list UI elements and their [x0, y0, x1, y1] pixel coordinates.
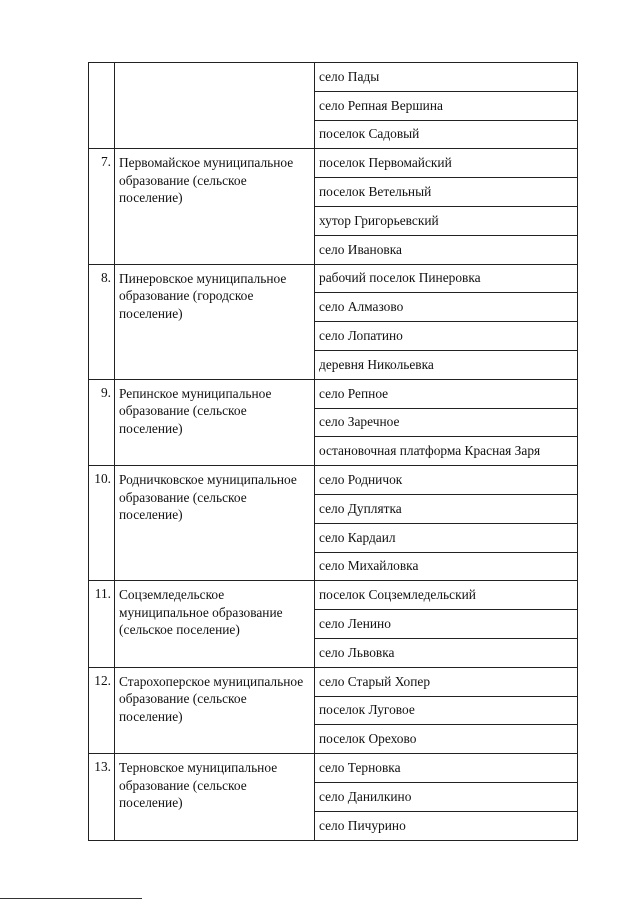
settlement-name: поселок Луговое [315, 696, 578, 725]
settlements-table [88, 62, 578, 841]
table-body [89, 63, 578, 841]
table-row [89, 754, 578, 783]
municipality-name: Родничковское муниципальное образование (сельское поселение) [115, 466, 315, 581]
settlement-name: село Данилкино [315, 782, 578, 811]
settlement-name: село Львовка [315, 638, 578, 667]
row-number: 7. [89, 149, 115, 264]
municipality-name: Пинеровское муниципальное образование (городское поселение) [115, 264, 315, 379]
settlement-name: хутор Григорьевский [315, 206, 578, 235]
settlement-name: село Пичурино [315, 811, 578, 840]
row-number: 13. [89, 754, 115, 840]
settlement-name: село Терновка [315, 754, 578, 783]
settlement-name: село Ивановка [315, 235, 578, 264]
settlement-name: село Родничок [315, 466, 578, 495]
settlement-name: село Алмазово [315, 293, 578, 322]
municipality-name: Репинское муниципальное образование (сельское поселение) [115, 379, 315, 465]
row-number: 12. [89, 667, 115, 753]
row-number: 11. [89, 581, 115, 667]
settlement-name: поселок Соцземледельский [315, 581, 578, 610]
settlement-name: село Старый Хопер [315, 667, 578, 696]
settlement-name: село Заречное [315, 408, 578, 437]
municipality-name: Первомайское муниципальное образование (сельское поселение) [115, 149, 315, 264]
settlement-name: поселок Садовый [315, 120, 578, 149]
table-row [89, 63, 578, 92]
municipality-name: Терновское муниципальное образование (сельское поселение) [115, 754, 315, 840]
row-number [89, 63, 115, 149]
settlement-name: деревня Никольевка [315, 350, 578, 379]
settlement-name: село Кардаил [315, 523, 578, 552]
settlement-name: село Лопатино [315, 322, 578, 351]
footnote-divider [0, 898, 142, 899]
settlement-name: село Дуплятка [315, 494, 578, 523]
row-number: 8. [89, 264, 115, 379]
municipality-name: Старохоперское муниципальное образование (сельское поселение) [115, 667, 315, 753]
row-number: 9. [89, 379, 115, 465]
table-row [89, 667, 578, 696]
settlement-name: поселок Ветельный [315, 178, 578, 207]
settlement-name: остановочная платформа Красная Заря [315, 437, 578, 466]
settlement-name: поселок Орехово [315, 725, 578, 754]
table-row [89, 379, 578, 408]
table-row [89, 149, 578, 178]
settlement-name: село Ленино [315, 610, 578, 639]
settlement-name: село Пады [315, 63, 578, 92]
municipality-name: Соцземледельское муниципальное образование (сельское поселение) [115, 581, 315, 667]
municipality-name [115, 63, 315, 149]
row-number: 10. [89, 466, 115, 581]
settlement-name: рабочий поселок Пинеровка [315, 264, 578, 293]
settlement-name: село Репное [315, 379, 578, 408]
table-row [89, 264, 578, 293]
settlement-name: поселок Первомайский [315, 149, 578, 178]
table-row [89, 466, 578, 495]
settlement-name: село Михайловка [315, 552, 578, 581]
settlement-name: село Репная Вершина [315, 91, 578, 120]
table-row [89, 581, 578, 610]
